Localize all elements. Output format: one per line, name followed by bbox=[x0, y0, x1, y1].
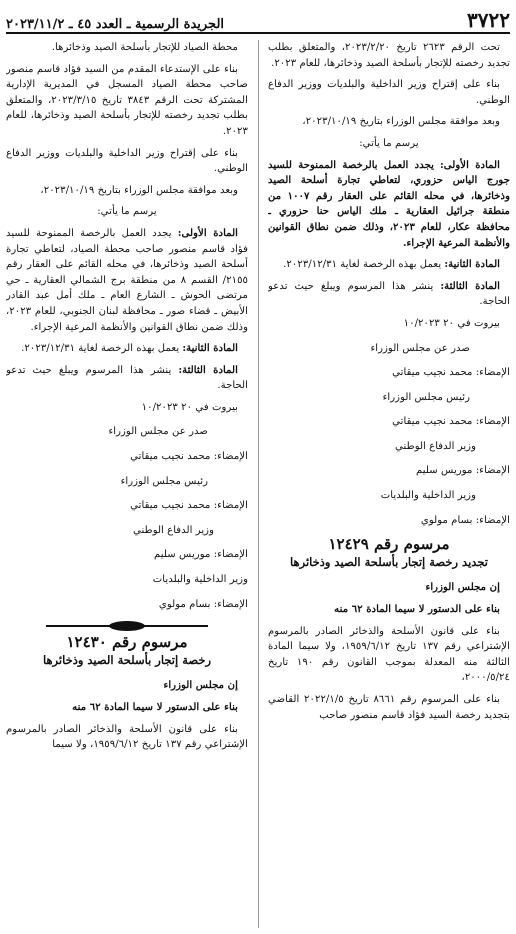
constitution-line: بناء على الدستور لا سيما المادة ٦٢ منه bbox=[72, 701, 238, 713]
signature-line: الإمضاء: محمد نجيب ميقاتي bbox=[392, 416, 510, 428]
article-3-label: المادة الثالثة: bbox=[178, 363, 238, 376]
page-number: ٣٧٢٢ bbox=[467, 8, 510, 32]
approval-paragraph: وبعد موافقة مجلس الوزراء بتاريخ ٢٠٢٣/١٠/١٩، bbox=[302, 116, 500, 128]
article-2-label: المادة الثانية: bbox=[444, 258, 500, 271]
signature-line: رئيس مجلس الوزراء bbox=[120, 475, 208, 487]
signature-line: صدر عن مجلس الوزراء bbox=[108, 426, 208, 438]
article-3-label: المادة الثالثة: bbox=[440, 279, 500, 292]
decree-subtitle: تجديد رخصة إتجار بأسلحة الصيد وذخائرها bbox=[290, 554, 488, 569]
left-column bbox=[6, 40, 248, 928]
signature-line: الإمضاء: بسام مولوي bbox=[420, 514, 510, 526]
council-line: إن مجلس الوزراء bbox=[425, 581, 500, 594]
article-2 bbox=[6, 341, 248, 357]
article-1-text: يجدد العمل بالرخصة الممنوحة للسيد فؤاد قاسم منصور صاحب محطة الصياد، لتعاطي تجارة أسلحة الصيد وذخائرها، في محله القائم على العقار رقم ٢١٥٥/ القسم ٨ من منطقة برج الشمالي العقارية ـ حي مرتضى الحوش ـ الشارع العام ـ ملك أمل عبد القادر الأبيض ـ قضاء صور ـ محافظة لبنان الجنوبي، للعام ٢٠٢٣، وذلك ضمن نطاق القوانين والأنظمة المرعية الإجراء. bbox=[6, 227, 248, 333]
article-1-text: يجدد العمل بالرخصة الممنوحة للسيد جورج الياس حزوري، لتعاطي تجارة أسلحة الصيد وذخائرها، في محله القائم على العقار رقم ١٠٠٧ من منطقة جرائيل العقارية ـ ملك الياس حنا حزوري ـ محافظة عكار، للعام ٢٠٢٣، وذلك ضمن نطاق القوانين والأنظمة المرعية الإجراء. bbox=[268, 158, 510, 249]
signature-line: الإمضاء: محمد نجيب ميقاتي bbox=[130, 500, 248, 512]
article-2-text: يعمل بهذه الرخصة لغاية ٢٠٢٣/١٢/٣١. bbox=[21, 343, 180, 355]
article-3-text: ينشر هذا المرسوم ويبلغ حيث تدعو الحاجة. bbox=[6, 364, 248, 392]
signature-line: الإمضاء: محمد نجيب ميقاتي bbox=[130, 451, 248, 463]
article-3 bbox=[6, 363, 248, 394]
article-2-label: المادة الثانية: bbox=[182, 342, 238, 355]
column-divider bbox=[258, 40, 259, 928]
law-paragraph: بناء على قانون الأسلحة والذخائر الصادر بالمرسوم الإشتراعي رقم ١٣٧ تاريخ ١٩٥٩/٦/١٢، ولا سيما bbox=[6, 723, 248, 751]
section-separator bbox=[46, 621, 208, 631]
article-2-text: يعمل بهذه الرخصة لغاية ٢٠٢٣/١٢/٣١. bbox=[283, 259, 442, 271]
journal-issue-info: الجريدة الرسمية ـ العدد ٤٥ ـ ٢٠٢٣/١١/٢ bbox=[6, 17, 225, 32]
approval-paragraph: وبعد موافقة مجلس الوزراء بتاريخ ٢٠٢٣/١٠/١٩، bbox=[40, 184, 238, 196]
intro-paragraph: محطة الصياد للإتجار بأسلحة الصيد وذخائرها. bbox=[51, 42, 238, 53]
place-date: بيروت في ٢٠ ١٠/٢٠٢٣ bbox=[141, 401, 238, 413]
signature-line: الإمضاء: محمد نجيب ميقاتي bbox=[392, 367, 510, 379]
decree-title: مرسوم رقم ١٢٤٣٠ bbox=[66, 633, 188, 652]
signature-line: وزير الدفاع الوطني bbox=[395, 440, 476, 452]
based-on-paragraph: بناء على المرسوم رقم ٨٦٦١ تاريخ ٢٠٢٢/١/٥ القاضي بتجديد رخصة السيد فؤاد قاسم منصور صاحب bbox=[268, 694, 510, 721]
article-3 bbox=[268, 279, 510, 310]
constitution-line: بناء على الدستور لا سيما المادة ٦٢ منه bbox=[334, 603, 500, 616]
council-line: إن مجلس الوزراء bbox=[163, 679, 238, 692]
article-1 bbox=[268, 158, 510, 252]
article-1-label: المادة الأولى: bbox=[177, 226, 238, 239]
law-paragraph: بناء على قانون الأسلحة والذخائر الصادر بالمرسوم الإشتراعي رقم ١٣٧ تاريخ ١٩٥٩/٦/١٢، ولا سيما المادة الثالثة منه المعدلة بموجب القانون رقم ١٩٠ تاريخ ٢٠٠٠/٥/٢٤، bbox=[268, 625, 510, 684]
signature-line: الإمضاء: موريس سليم bbox=[154, 549, 248, 561]
decree-title: مرسوم رقم ١٢٤٢٩ bbox=[328, 535, 450, 554]
signature-line: وزير الدفاع الوطني bbox=[133, 524, 214, 536]
signature-line: الإمضاء: بسام مولوي bbox=[158, 598, 248, 610]
article-1 bbox=[6, 226, 248, 335]
decree-intro: يرسم ما يأتي: bbox=[97, 206, 157, 218]
request-paragraph: بناء على الإستدعاء المقدم من السيد فؤاد قاسم منصور صاحب محطة الصياد المسجل في المديرية الإدارية المشتركة تحت الرقم ٣٨٤٣ تاريخ ٢٠٢٣/٣/١٥، والمتعلق بطلب تجديد رخصته للإتجار بأسلحة الصيد وذخائرها، للعام ٢٠٢٣. bbox=[6, 63, 248, 137]
decree-subtitle: رخصة إتجار بأسلحة الصيد وذخائرها bbox=[42, 652, 211, 667]
page-header bbox=[6, 6, 510, 34]
article-2 bbox=[268, 257, 510, 273]
decree-intro: يرسم ما يأتي: bbox=[359, 137, 419, 149]
place-date: بيروت في ٢٠ ١٠/٢٠٢٣ bbox=[403, 317, 500, 329]
signature-line: وزير الداخلية والبلديات bbox=[380, 490, 476, 502]
signature-line: وزير الداخلية والبلديات bbox=[152, 574, 248, 586]
intro-paragraph: تحت الرقم ٢٦٢٣ تاريخ ٢٠٢٣/٢/٢٠، والمتعلق بطلب تجديد رخصته للإتجار بأسلحة الصيد وذخائرها، للعام ٢٠٢٣. bbox=[268, 42, 510, 69]
article-3-text: ينشر هذا المرسوم ويبلغ حيث تدعو الحاجة. bbox=[268, 280, 510, 308]
signature-line: الإمضاء: موريس سليم bbox=[416, 465, 510, 477]
proposal-paragraph: بناء على إقتراح وزير الداخلية والبلديات ووزير الدفاع الوطني. bbox=[6, 147, 248, 175]
proposal-paragraph: بناء على إقتراح وزير الداخلية والبلديات ووزير الدفاع الوطني. bbox=[268, 79, 510, 106]
signature-line: رئيس مجلس الوزراء bbox=[382, 391, 470, 403]
right-column bbox=[268, 40, 510, 928]
article-1-label: المادة الأولى: bbox=[439, 158, 500, 171]
signature-line: صدر عن مجلس الوزراء bbox=[370, 342, 470, 354]
